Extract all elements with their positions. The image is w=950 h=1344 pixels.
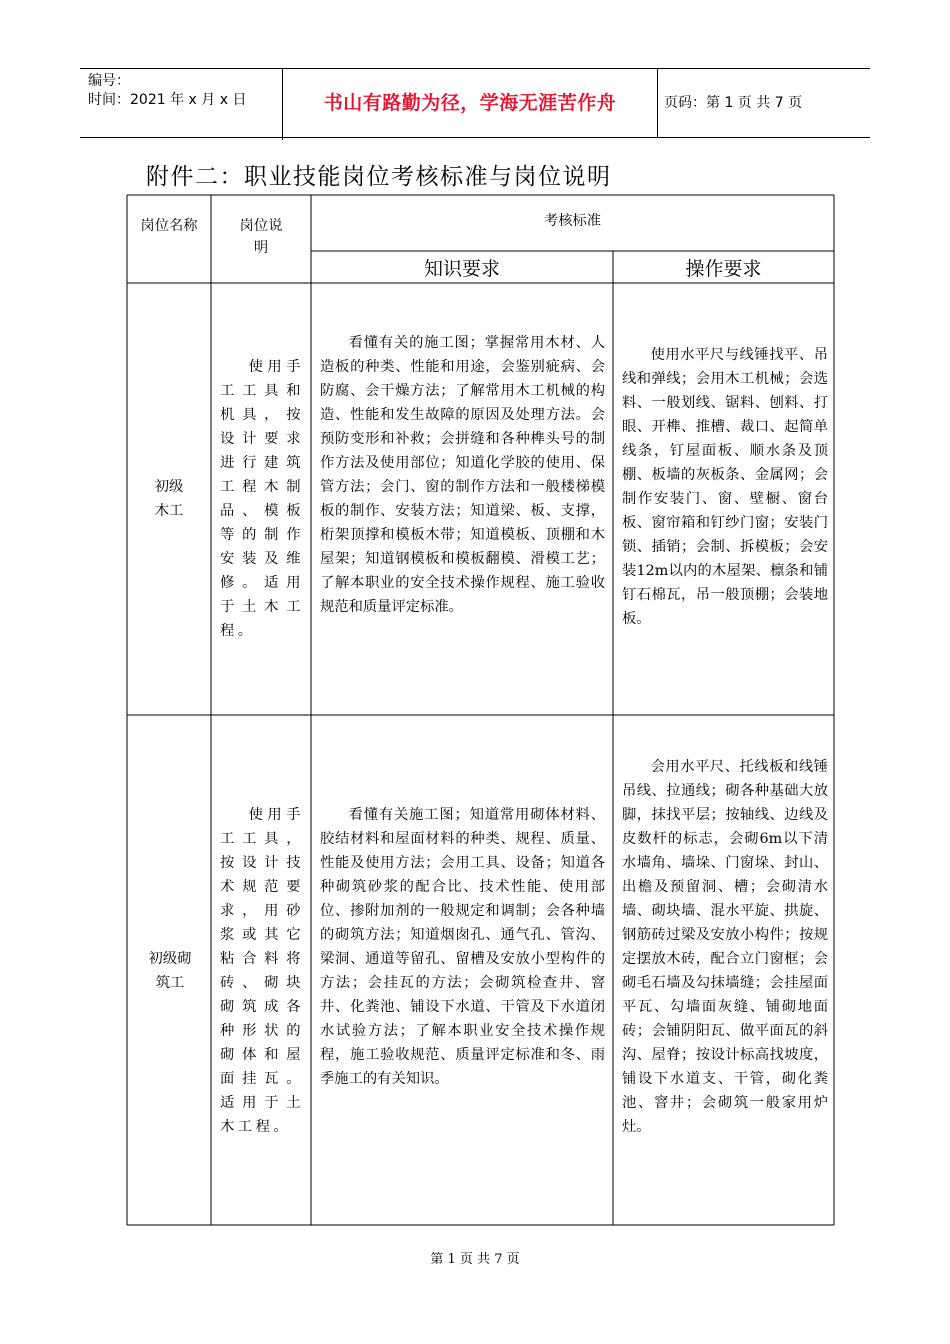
column-header-post-description-text: 岗位说明	[239, 218, 283, 256]
header-page-label: 页码：第 1 页 共 7 页	[664, 95, 803, 111]
column-header-knowledge: 知识要求	[423, 258, 500, 280]
column-header-post-name-text: 岗位名称	[140, 218, 198, 234]
document-number-label: 编号：	[88, 73, 130, 89]
column-header-standard	[311, 210, 834, 232]
post-name-cell	[148, 475, 190, 523]
post-name-text: 初级砌筑工	[148, 951, 192, 991]
header-motto: 书山有路勤为径，学海无涯苦作舟	[283, 69, 658, 137]
operation-requirement-cell: 使用水平尺与线锤找平、吊线和弹线；会用木工机械；会选料、一般划线、锯料、刨料、打眼、开榫、推槽、裁口、起简单线条，钉屋面板、顺水条及顶棚、板墙的灰板条、金属网；会制作安装门、窗、壁橱、窗台板、窗帘箱和钉纱门窗；安装门锁、插销；会制、拆模板；会安装12m以内的木屋架、檩条和铺钉石棉瓦，吊一般顶棚；会装地板。	[622, 347, 828, 627]
operation-requirement-cell: 会用水平尺、托线板和线锤吊线、拉通线；砌各种基础大放脚，抹找平层；按轴线、边线及皮数杆的标志，会砌6m以下清水墙角、墙垛、门窗垛、封山、出檐及预留洞、槽；会砌清水墙、砌块墙、混水平旋、拱旋、钢筋砖过梁及安放小构件；按规定摆放木砖，配合立门窗框；会砌毛石墙及勾抹墙缝；会挂屋面平瓦、勾墙面灰缝、铺砌地面砖；会铺阴阳瓦、做平面瓦的斜沟、屋脊；按设计标高找坡度，铺设下水道支、干管，砌化粪池、窨井；会砌筑一般家用炉灶。	[622, 759, 828, 1135]
page-footer: 第 1 页 共 7 页	[430, 1252, 520, 1267]
post-description-cell: 使用手工工具，按设计技术规范要求，用砂浆或其它粘合料将砖、砌块砌筑成各种形状的砌体和屋面挂瓦。适用于土木工程。	[220, 807, 304, 1135]
knowledge-requirement-cell: 看懂有关的施工图；掌握常用木材、人造板的种类、性能和用途，会鉴别疵病、会防腐、会干燥方法；了解常用木工机械的构造、性能和发生故障的原因及处理方法。会预防变形和补救；会拼缝和各种榫头号的制作方法及使用部位；知道化学胶的使用、保管方法；会门、窗的制作方法和一般楼梯模板的制作、安装方法；知道梁、板、支撑，桁架顶撑和模板木带；知道模板、顶棚和木屋架；知道钢模板和模板翻模、滑模工艺；了解本职业的安全技术操作规程、施工验收规范和质量评定标准。	[320, 335, 605, 615]
document-title: 附件二：职业技能岗位考核标准与岗位说明	[146, 164, 612, 190]
post-name-text: 初级木工	[154, 479, 184, 519]
post-name-cell	[142, 947, 198, 995]
column-header-standard-text: 考核标准	[543, 213, 602, 229]
document-date-label: 时间：2021 年 x 月 x 日	[88, 92, 247, 108]
column-header-post-description	[238, 215, 284, 259]
column-header-operation: 操作要求	[685, 258, 762, 280]
column-header-post-name	[140, 215, 198, 237]
knowledge-requirement-cell: 看懂有关施工图；知道常用砌体材料、胶结材料和屋面材料的种类、规程、质量、性能及使用方法；会用工具、设备；知道各种砌筑砂浆的配合比、技术性能、使用部位、掺附加剂的一般规定和调制；会各种墙的砌筑方法；知道烟囱孔、通气孔、管沟、梁洞、通道等留孔、留槽及安放小型构件的方法；会挂瓦的方法；会砌筑检查井、窨井、化粪池、铺设下水道、干管及下水道闭水试验方法；了解本职业安全技术操作规程，施工验收规范、质量评定标准和冬、雨季施工的有关知识。	[320, 807, 605, 1087]
post-description-cell: 使用手工工具和机具，按设计要求进行建筑工程木制品、模板等的制作安装及维修。适用于土木工程。	[220, 359, 304, 639]
